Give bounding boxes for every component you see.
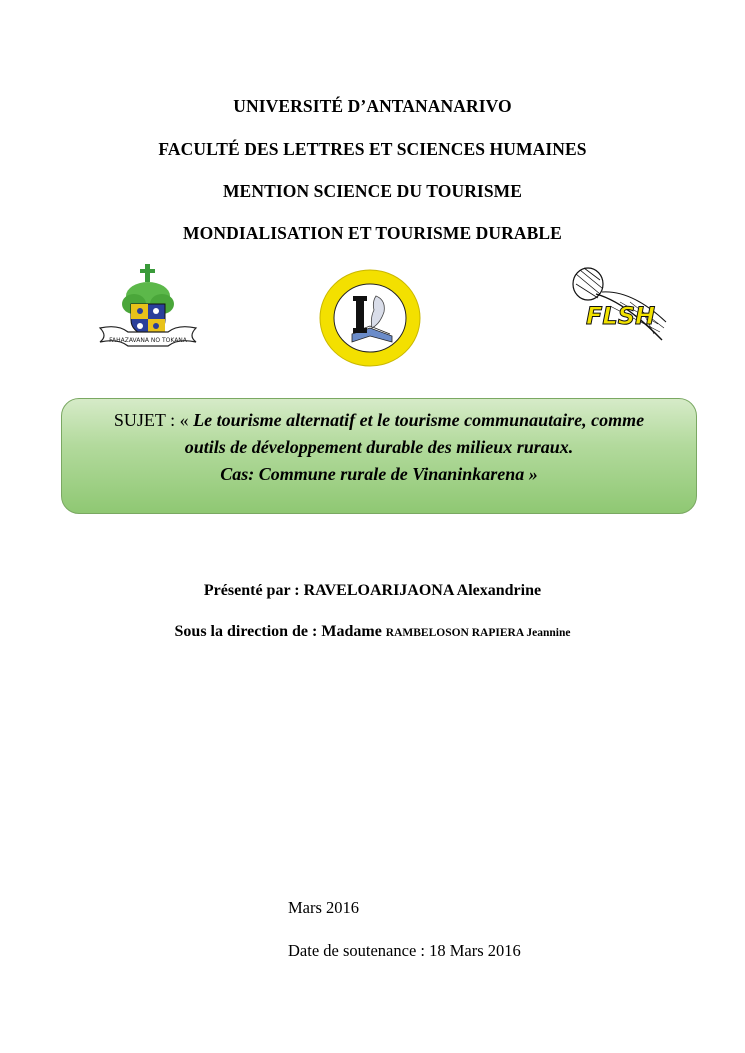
sujet-box	[61, 398, 697, 514]
author-name: RAVELOARIJAONA Alexandrine	[303, 582, 542, 599]
author-line	[0, 582, 745, 600]
flsh-logo-icon	[570, 262, 668, 346]
supervisor-name: RAMBELOSON RAPIERA Jeannine	[385, 627, 571, 639]
university-title: UNIVERSITÉ D’ANTANANARIVO	[233, 96, 512, 116]
author-label: Présenté par :	[203, 582, 304, 599]
sujet-prefix: SUJET : «	[113, 410, 194, 430]
university-motto: FAHAZAVANA NO TOKANA	[109, 337, 187, 344]
tourism-mention-seal-icon	[318, 268, 422, 368]
sujet-line-1	[62, 407, 696, 434]
sujet-case: Cas: Commune rurale de Vinaninkarena »	[220, 464, 538, 484]
mention-title: MENTION SCIENCE DU TOURISME	[222, 181, 523, 201]
program-title: MONDIALISATION ET TOURISME DURABLE	[183, 223, 562, 243]
sujet-title-part2: outils de développement durable des milieux ruraux.	[184, 437, 574, 457]
flsh-letters: FLSH	[586, 302, 656, 330]
sujet-title-part1: Le tourisme alternatif et le tourisme communautaire, comme	[193, 410, 645, 430]
supervisor-label: Sous la direction de : Madame	[174, 623, 386, 640]
defense-date-text: Date de soutenance : 18 Mars 2016	[288, 941, 521, 960]
date-text: Mars 2016	[288, 898, 360, 917]
supervisor-line	[0, 623, 745, 641]
university-seal-icon	[98, 262, 198, 354]
faculty-title: FACULTÉ DES LETTRES ET SCIENCES HUMAINES	[158, 139, 587, 159]
